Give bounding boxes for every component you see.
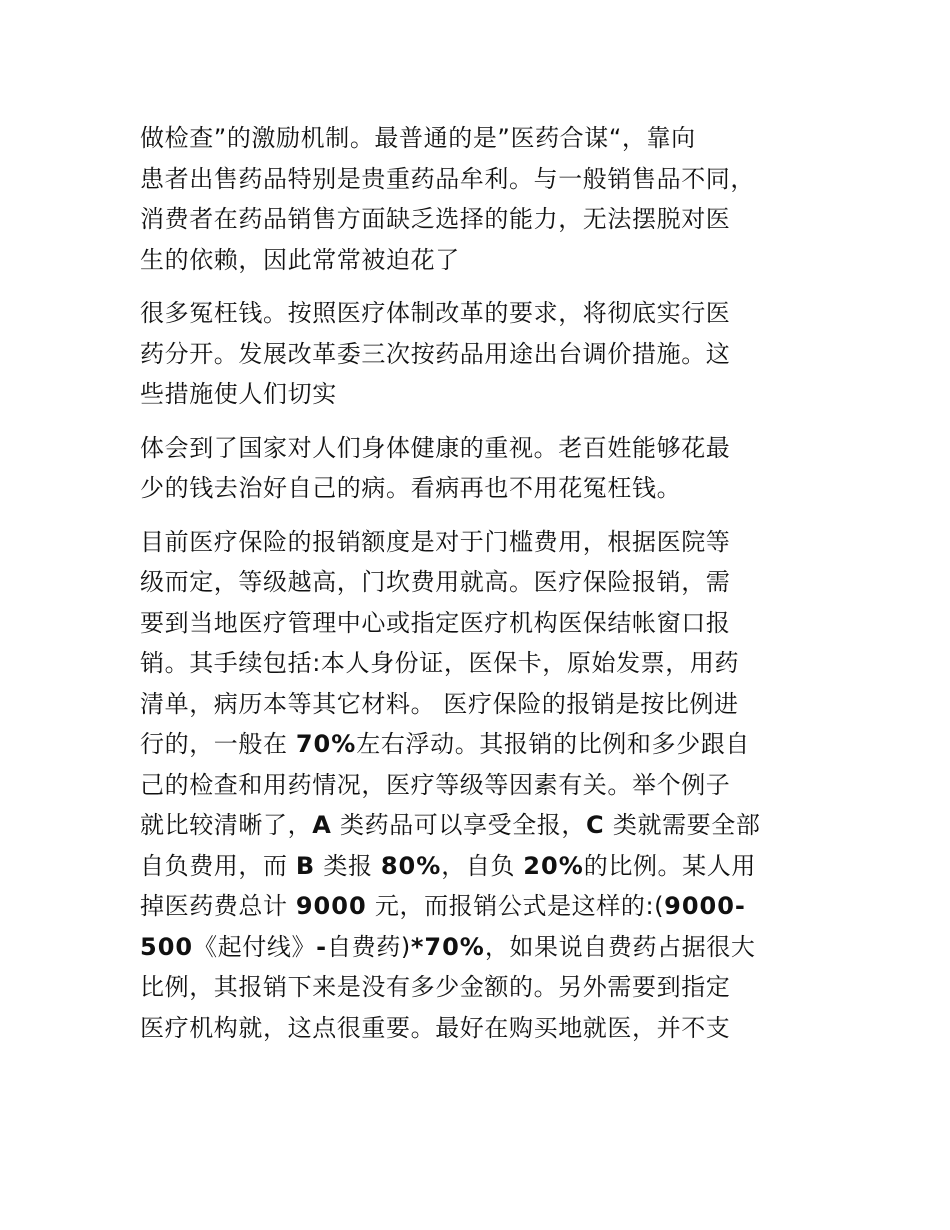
text-run: 目前医疗保险的报销额度是对于门槛费用，根据医院等: [140, 527, 731, 556]
text-line: [140, 643, 820, 684]
text-line: [140, 765, 820, 806]
text-line: [140, 199, 820, 240]
text-run: 医疗机构就，这点很重要。最好在购买地就医，并不支: [140, 1013, 731, 1042]
text-line: [140, 805, 820, 846]
text-run: 患者出售药品特别是贵重药品牟利。与一般销售品不同，: [140, 164, 755, 193]
text-run: 少的钱去治好自己的病。看病再也不用花冤枉钱。: [140, 474, 682, 502]
text-line: [140, 522, 820, 563]
bold-number: 70%: [295, 730, 357, 758]
bold-number: 9000-: [664, 892, 746, 920]
text-run: 做检查”的激励机制。最普通的是”医药合谋“，靠向: [140, 124, 696, 152]
text-run: 体会到了国家对人们身体健康的重视。老百姓能够花最: [140, 433, 731, 462]
text-run: ，如果说自费药占据很大: [484, 932, 756, 961]
text-run: ，自负: [441, 851, 524, 880]
text-run: 就比较清晰了，: [140, 811, 313, 839]
paragraph-1: [140, 118, 820, 280]
text-line: [140, 334, 820, 375]
bold-letter: A: [312, 811, 332, 839]
bold-letter: C: [586, 811, 605, 839]
bold-number: 500: [140, 932, 194, 961]
text-line: [140, 927, 820, 968]
bold-number: 80%: [380, 851, 442, 880]
document-body: [140, 118, 820, 1061]
text-line: [140, 240, 820, 281]
text-run: 的比例。某人用: [583, 851, 756, 880]
text-run: 左右浮动。其报销的比例和多少跟自: [356, 730, 750, 758]
paragraph-4: [140, 522, 820, 1049]
text-run: 药分开。发展改革委三次按药品用途出台调价措施。这: [140, 339, 731, 368]
bold-number: *70%: [410, 932, 485, 961]
bold-letter: B: [295, 851, 316, 880]
text-line: [140, 118, 820, 159]
text-line: [140, 468, 820, 509]
text-run: 元，而报销公式是这样的:(: [366, 892, 665, 920]
text-run: 掉医药费总计: [140, 892, 296, 920]
text-run: 己的检查和用药情况，医疗等级等因素有关。举个例子: [140, 770, 731, 799]
text-run: 生的依赖，因此常常被迫花了: [140, 245, 460, 274]
bold-number: 9000: [295, 892, 367, 920]
text-run: 自负费用，而: [140, 851, 296, 880]
text-line: [140, 293, 820, 334]
text-run: 消费者在药品销售方面缺乏选择的能力，无法摆脱对医: [140, 205, 731, 233]
text-run: 清单，病历本等其它材料。 医疗保险的报销是按比例进: [140, 689, 739, 718]
text-run: 些措施使人们切实: [140, 380, 337, 408]
text-line: [140, 562, 820, 603]
text-line: [140, 684, 820, 725]
text-line: [140, 428, 820, 469]
text-run: 比例，其报销下来是没有多少金额的。另外需要到指定: [140, 973, 731, 1001]
text-line: [140, 374, 820, 415]
bold-symbol: -: [316, 932, 328, 961]
text-run: 很多冤枉钱。按照医疗体制改革的要求，将彻底实行医: [140, 299, 731, 327]
text-run: 类药品可以享受全报，: [331, 811, 587, 839]
text-run: 行的，一般在: [140, 730, 296, 758]
text-run: 要到当地医疗管理中心或指定医疗机构医保结帐窗口报: [140, 608, 731, 637]
text-run: 类报: [315, 851, 381, 880]
text-run: 级而定，等级越高，门坎费用就高。医疗保险报销，需: [140, 568, 731, 596]
text-line: [140, 159, 820, 200]
text-run: 自费药): [327, 932, 411, 961]
text-run: 销。其手续包括:本人身份证，医保卡，原始发票，用药: [140, 649, 740, 677]
text-run: 《起付线》: [193, 932, 317, 961]
text-line: [140, 967, 820, 1008]
text-line: [140, 1008, 820, 1049]
text-line: [140, 846, 820, 887]
text-line: [140, 886, 820, 927]
text-run: 类就需要全部: [604, 811, 761, 839]
bold-number: 20%: [523, 851, 584, 880]
text-line: [140, 724, 820, 765]
paragraph-3: [140, 428, 820, 509]
paragraph-2: [140, 293, 820, 415]
text-line: [140, 603, 820, 644]
